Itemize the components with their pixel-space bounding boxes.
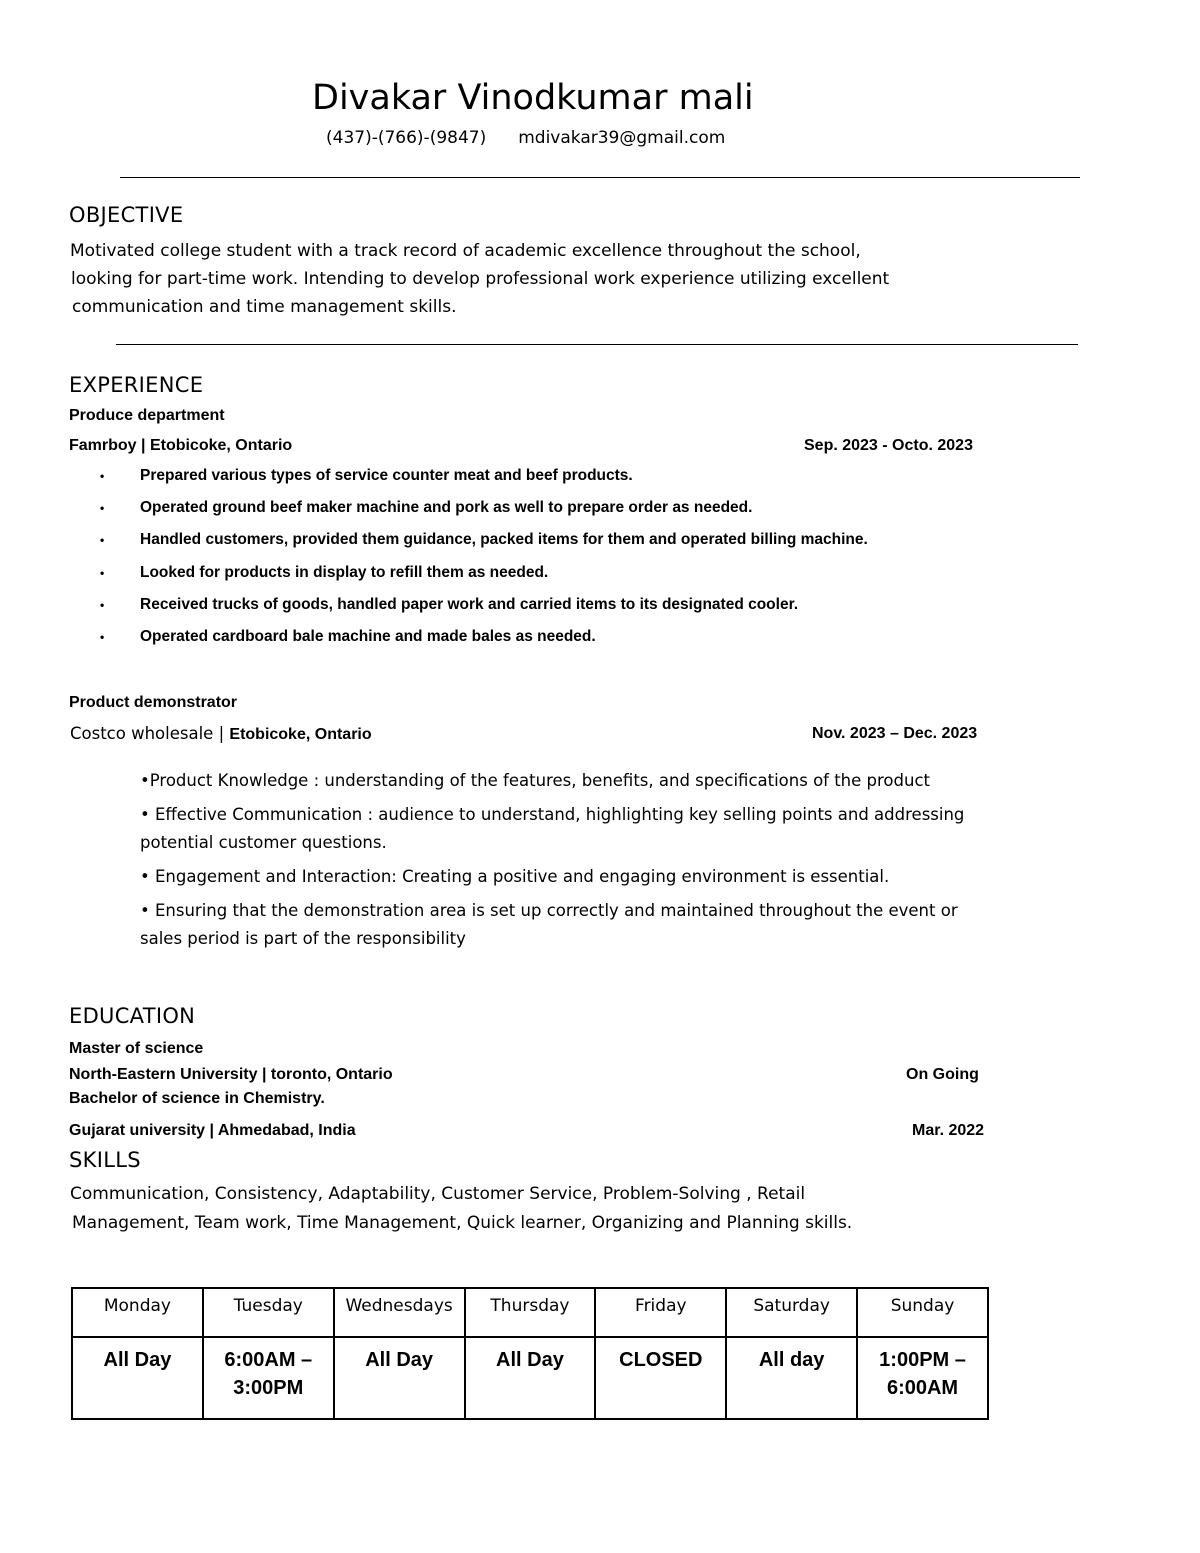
day-header-tuesday: Tuesday: [203, 1288, 334, 1337]
job-1-title: Produce department: [69, 407, 225, 424]
bullet-icon: •: [100, 597, 105, 612]
job-2-employer: [70, 724, 372, 744]
email-address[interactable]: mdivakar39@gmail.com: [518, 128, 726, 148]
day-header-saturday: Saturday: [726, 1288, 857, 1337]
hours-thursday: All Day: [465, 1337, 596, 1419]
day-header-wednesday: Wednesdays: [334, 1288, 465, 1337]
job-1-bullet-list: [100, 465, 868, 658]
header-divider: [120, 177, 1080, 178]
school-1: North-Eastern University | toronto, Ontario: [69, 1066, 393, 1083]
hours-saturday: All day: [726, 1337, 857, 1419]
day-header-monday: Monday: [72, 1288, 203, 1337]
skills-heading: SKILLS: [69, 1148, 141, 1172]
hours-tuesday: 6:00AM – 3:00PM: [203, 1337, 334, 1419]
table-row: [72, 1337, 988, 1419]
list-item: • Prepared various types of service counter meat and beef products.: [100, 465, 868, 497]
job-2-bullet-list: [140, 767, 1000, 959]
hours-monday: All Day: [72, 1337, 203, 1419]
hours-friday: CLOSED: [595, 1337, 726, 1419]
bullet-icon: •: [100, 629, 105, 644]
hours-sunday: 1:00PM – 6:00AM: [857, 1337, 988, 1419]
objective-heading: OBJECTIVE: [69, 203, 184, 227]
school-2: Gujarat university | Ahmedabad, India: [69, 1122, 356, 1139]
availability-table: [71, 1287, 989, 1420]
degree-1: Master of science: [69, 1040, 204, 1057]
education-date-2: Mar. 2022: [912, 1122, 985, 1139]
list-item: • Ensuring that the demonstration area is set up correctly and maintained throughout the event or sales period is part of the responsibility: [140, 901, 958, 948]
list-item: • Operated ground beef maker machine and pork as well to prepare order as needed.: [100, 497, 868, 529]
job-1-dates: Sep. 2023 - Octo. 2023: [804, 437, 973, 454]
job-2-title: Product demonstrator: [69, 694, 238, 711]
list-item: • Effective Communication : audience to understand, highlighting key selling points and addressing potential customer questions.: [140, 805, 965, 852]
hours-wednesday: All Day: [334, 1337, 465, 1419]
phone-number: (437)-(766)-(9847): [326, 128, 487, 148]
list-item: •Product Knowledge : understanding of the features, benefits, and specifications of the product: [140, 771, 931, 790]
education-heading: EDUCATION: [69, 1004, 196, 1028]
bullet-icon: •: [100, 533, 105, 548]
list-item: • Looked for products in display to refill them as needed.: [100, 562, 868, 594]
job-1-employer: Famrboy | Etobicoke, Ontario: [69, 437, 293, 454]
objective-divider: [116, 344, 1078, 345]
degree-2: Bachelor of science in Chemistry.: [69, 1090, 325, 1107]
day-header-sunday: Sunday: [857, 1288, 988, 1337]
objective-line-3: communication and time management skills.: [72, 297, 457, 317]
list-item: • Received trucks of goods, handled paper work and carried items to its designated cooler.: [100, 594, 868, 626]
employer-name: Costco wholesale: [70, 724, 214, 743]
skills-line-1: Communication, Consistency, Adaptability, Customer Service, Problem-Solving , Retail: [70, 1184, 806, 1204]
education-date-1: On Going: [906, 1066, 979, 1083]
contact-line: [326, 128, 725, 148]
job-2-dates: Nov. 2023 – Dec. 2023: [812, 725, 978, 742]
employer-separator: |: [213, 724, 230, 743]
skills-line-2: Management, Team work, Time Management, Quick learner, Organizing and Planning skills.: [72, 1213, 853, 1233]
table-row: [72, 1288, 988, 1337]
bullet-icon: •: [100, 565, 105, 580]
bullet-icon: •: [100, 501, 105, 516]
candidate-name: Divakar Vinodkumar mali: [312, 78, 754, 118]
list-item: • Handled customers, provided them guidance, packed items for them and operated billing machine.: [100, 529, 868, 561]
list-item: • Engagement and Interaction: Creating a positive and engaging environment is essential.: [140, 867, 890, 886]
day-header-thursday: Thursday: [465, 1288, 596, 1337]
list-item: • Operated cardboard bale machine and made bales as needed.: [100, 626, 868, 658]
objective-line-1: Motivated college student with a track record of academic excellence throughout the school,: [70, 241, 861, 261]
employer-location: Etobicoke, Ontario: [229, 726, 372, 743]
objective-line-2: looking for part-time work. Intending to develop professional work experience utilizing excellent: [71, 269, 890, 289]
experience-heading: EXPERIENCE: [69, 373, 204, 397]
bullet-icon: •: [100, 469, 105, 483]
day-header-friday: Friday: [595, 1288, 726, 1337]
